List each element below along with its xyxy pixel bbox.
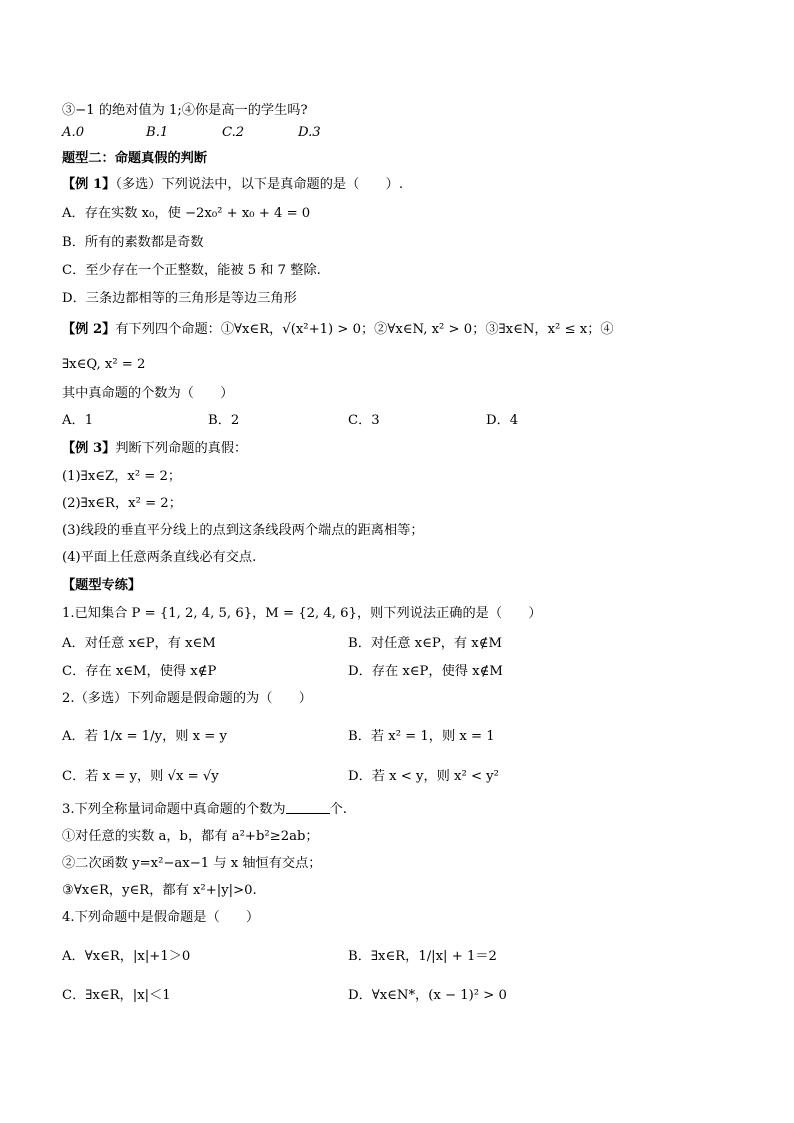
answer-blank: [286, 801, 330, 814]
practice-title: 【题型专练】: [62, 578, 142, 593]
practice3-stem-b: 个.: [329, 802, 347, 817]
prev-option-b: B.1: [146, 125, 169, 140]
practice2-option-b: B．若 x² = 1，则 x = 1: [348, 729, 495, 744]
practice3-stem-a: 3.下列全称量词命题中真命题的个数为: [62, 802, 286, 817]
practice3-item-3: ③∀x∈R，y∈R，都有 x²+|y|>0.: [62, 883, 257, 898]
example1-stem: [62, 177, 403, 193]
example2-option-b: B．2: [208, 413, 240, 428]
example2-stem-line2: ∃x∈Q, x² = 2: [62, 357, 146, 372]
practice1-option-b: B．对任意 x∈P，有 x∉M: [348, 636, 502, 651]
example2-stem-line3: 其中真命题的个数为（ ）: [62, 386, 234, 401]
practice3-item-2: ②二次函数 y=x²−ax−1 与 x 轴恒有交点；: [62, 856, 322, 871]
example3-item-2: (2)∃x∈R，x² = 2；: [62, 496, 182, 511]
practice2-option-d: D．若 x < y，则 x² < y²: [348, 769, 499, 784]
example2-option-c: C．3: [348, 413, 380, 428]
practice2-stem: 2.（多选）下列命题是假命题的为（ ）: [62, 691, 312, 706]
prev-question-line: ③−1 的绝对值为 1;④你是高一的学生吗?: [62, 103, 308, 118]
practice1-option-d: D．存在 x∈P，使得 x∉M: [348, 664, 503, 679]
example1-option-d: D．三条边都相等的三角形是等边三角形: [62, 291, 297, 306]
example3-item-3: (3)线段的垂直平分线上的点到这条线段两个端点的距离相等；: [62, 523, 424, 538]
example3-text: 判断下列命题的真假：: [115, 441, 248, 456]
practice1-option-a: A．对任意 x∈P，有 x∈M: [62, 636, 216, 651]
prev-option-d: D.3: [298, 125, 321, 140]
example2-label: 【例 2】: [62, 322, 116, 337]
example3-item-4: (4)平面上任意两条直线必有交点.: [62, 550, 257, 565]
example2-option-d: D．4: [486, 413, 519, 428]
prev-option-a: A.0: [62, 125, 85, 140]
example1-option-b: B．所有的素数都是奇数: [62, 235, 204, 250]
practice1-option-c: C．存在 x∈M，使得 x∉P: [62, 664, 217, 679]
practice3-item-1: ①对任意的实数 a，b，都有 a²+b²≥2ab；: [62, 829, 319, 844]
example2-stem-line1: [62, 322, 614, 338]
practice2-option-a: A．若 1/x = 1/y，则 x = y: [62, 729, 227, 744]
practice3-stem: [62, 801, 347, 818]
example1-option-a: A．存在实数 x₀，使 −2x₀² + x₀ + 4 = 0: [62, 206, 311, 221]
example2-option-a: A．1: [62, 413, 94, 428]
example1-option-c: C．至少存在一个正整数，能被 5 和 7 整除.: [62, 263, 321, 278]
example2-text: 有下列四个命题：①∀x∈R，√(x²+1) > 0；②∀x∈N, x² > 0；③∃x∈N，x² ≤ x；④: [115, 322, 614, 337]
prev-option-c: C.2: [222, 125, 245, 140]
example1-label: 【例 1】: [62, 177, 116, 192]
practice4-option-d: D．∀x∈N*，(x − 1)² > 0: [348, 988, 507, 1003]
practice4-option-c: C．∃x∈R，|x|＜1: [62, 988, 171, 1003]
example3-label: 【例 3】: [62, 441, 116, 456]
practice1-stem: 1.已知集合 P = {1, 2, 4, 5, 6}，M = {2, 4, 6}，则下列说法正确的是（ ）: [62, 606, 542, 621]
practice4-stem: 4.下列命题中是假命题是（ ）: [62, 910, 260, 925]
practice2-option-c: C．若 x = y，则 √x = √y: [62, 769, 219, 784]
example1-text: （多选）下列说法中，以下是真命题的是（ ）.: [115, 177, 404, 192]
example3-item-1: (1)∃x∈Z，x² = 2；: [62, 469, 182, 484]
example3-stem: [62, 441, 247, 457]
practice4-option-a: A．∀x∈R，|x|+1＞0: [62, 949, 191, 964]
section-title-2: 题型二：命题真假的判断: [62, 151, 208, 166]
practice4-option-b: B．∃x∈R，1/|x| + 1＝2: [348, 949, 497, 964]
